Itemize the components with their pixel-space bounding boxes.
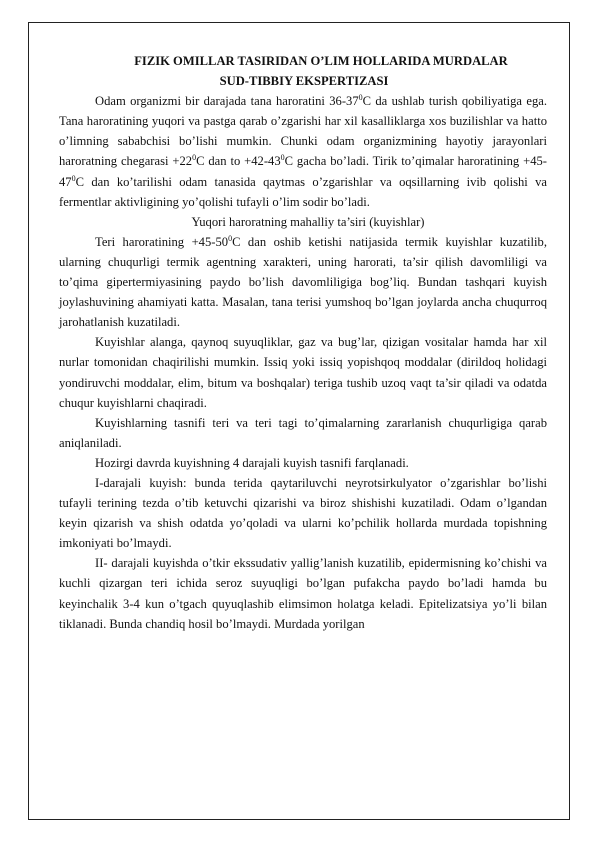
degree-superscript: 0 (192, 153, 197, 163)
degree-superscript: 0 (71, 173, 76, 183)
paragraph-body-temperature: Odam organizmi bir darajada tana haroratini $36-37^0C$ da ushlab turish qobiliyatiga ega. Tana haroratining yuqori va pastga qarab o’zgarishi har xil kasalliklarga xos buzilishlar va hatto o’limning sababchisi bo’lishi mumkin. Chunki odam organizmining hayotiy jarayonlari haroratning chegarasi $+22^0C$ dan to $+42-43^0C$ gacha bo’ladi. Tirik to’qimalar haroratining $+45-47^0C$ dan ko’tarilishi odam tanasida qaytmas o’zgarishlar va oqsillarning ivib qolishi va fermentlar aktivligining yo’qolishi tufayli o’lim sodir bo’ladi. (59, 93, 547, 209)
title-line-1: FIZIK OMILLAR TASIRIDAN O’LIM HOLLARIDA MURDALAR (134, 54, 508, 68)
document-body (59, 51, 547, 634)
degree-superscript: 0 (280, 153, 285, 163)
title-line-2: SUD-TIBBIY EKSPERTIZASI (219, 74, 389, 89)
paragraph-burn-classification: Kuyishlarning tasnifi teri va teri tagi to’qimalarning zararlanish chuqurligiga qarab aniqlaniladi. (59, 415, 547, 450)
degree-superscript: 0 (228, 233, 233, 243)
paragraph-second-degree: II- darajali kuyishda o’tkir ekssudativ yallig’lanish kuzatilib, epidermisning ko’chishi va kuchli qizargan teri ichida seroz suyuqligi bo’lgan pufakcha paydo bo’ladi hamda bu keyinchalik 3-4 kun o’tgach quyuqlashib elimsimon holatga keladi. Epitelizatsiya yo’li bilan tiklanadi. Bunda chandiq hosil bo’lmaydi. Murdada yorilgan (59, 556, 547, 631)
degree-superscript: 0 (358, 93, 363, 102)
paragraph-skin-temperature: Teri haroratining $+45-50^0C$ dan oshib ketishi natijasida termik kuyishlar kuzatilib, ularning chuqurligi termik agentning xarakteri, uning harorati, ta’sir qilish davomliligi va to’qima gipertermiyasining paydo bo’lish davomliligiga bog’liq. Bundan tashqari kuyish joylashuvining ahamiyati katta. Masalan, tana terisi yumshoq bo’lgan joylarda ancha chuqurroq jarohatlanish kuzatiladi. (59, 233, 547, 330)
paragraph-first-degree: I-darajali kuyish: bunda terida qaytariluvchi neyrotsirkulyator o’zgarishlar bo’lishi tufayli terining tezda o’tib ketuvchi qizarishi va biroz shishishi kuzatiladi. Odam o’lgandan keyin qizarish va shish odatda yo’qoladi va ularni ko’pchilik hollarda murdada topishning imkoniyati bo’lmaydi. (59, 475, 547, 551)
section-subheading: Yuqori haroratning mahalliy ta’siri (kuyishlar) (191, 214, 425, 229)
document-title (59, 51, 547, 91)
paragraph-four-degree: Hozirgi davrda kuyishning 4 darajali kuyish tasnifi farqlanadi. (95, 455, 409, 470)
paragraph-burn-causes: Kuyishlar alanga, qaynoq suyuqliklar, gaz va bug’lar, qizigan vositalar hamda har xil nurlar tomonidan chaqirilishi mumkin. Issiq yoki issiq yopishqoq moddalar (dirildoq holidagi yondiruvchi moddalar, elim, bitum va boshqalar) teriga tushib uzoq vaqt ta’sir qiladi va odatda chuqur kuyishlarni chaqiradi. (59, 335, 547, 410)
